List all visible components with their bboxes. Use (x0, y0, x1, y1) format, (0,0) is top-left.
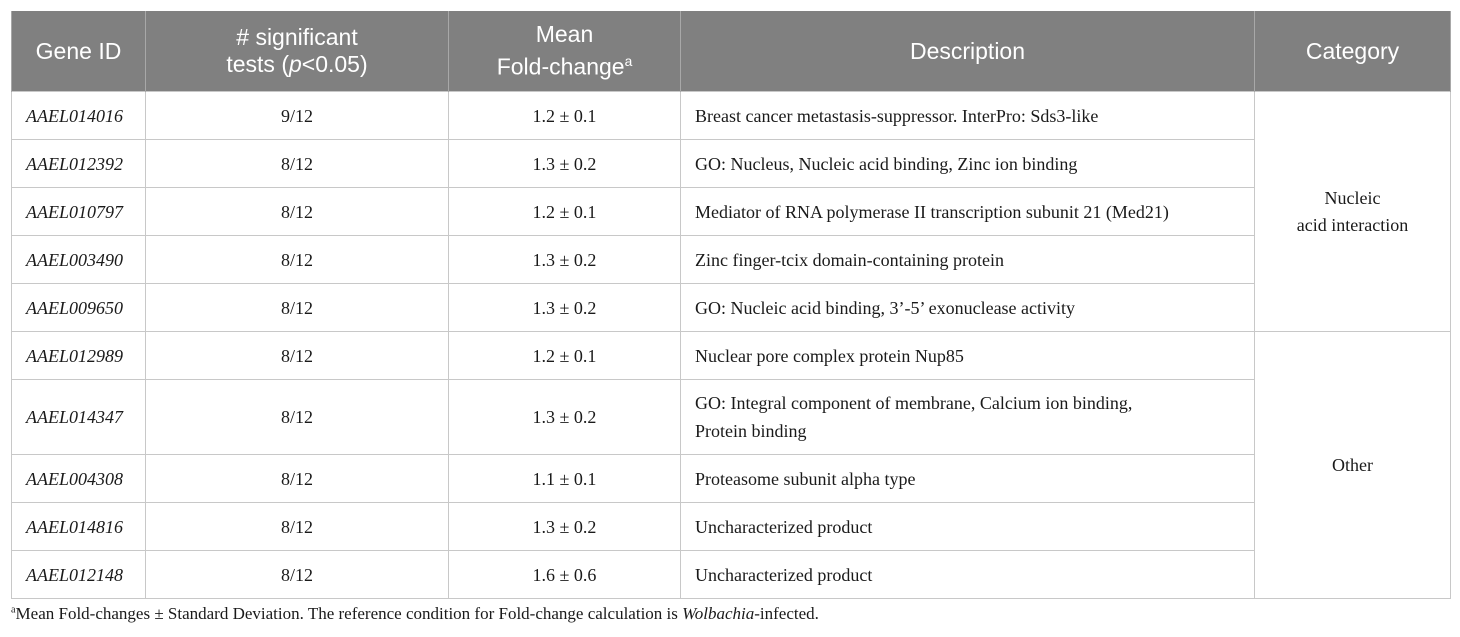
description-cell: Breast cancer metastasis-suppressor. InterPro: Sds3-like (681, 92, 1255, 140)
header-sig-p: p (288, 51, 302, 77)
gene-id-cell: AAEL003490 (12, 236, 146, 284)
header-category: Category (1255, 11, 1451, 92)
category-nucleic-line1: Nucleic (1324, 187, 1381, 208)
header-row (12, 11, 1451, 92)
description-cell: Mediator of RNA polymerase II transcription subunit 21 (Med21) (681, 188, 1255, 236)
table-footnote (11, 604, 819, 624)
gene-id-cell: AAEL012989 (12, 332, 146, 380)
category-cell-other: Other (1255, 332, 1451, 599)
header-sig-line1: # significant (236, 24, 358, 50)
gene-id-cell: AAEL012392 (12, 140, 146, 188)
table-row (12, 140, 1451, 188)
tests-cell: 9/12 (146, 92, 449, 140)
footnote-text: Mean Fold-changes ± Standard Deviation. The reference condition for Fold-change calculation is (15, 604, 683, 623)
header-mean-sup: a (624, 54, 633, 70)
header-mean-line2: Fold-change (496, 53, 625, 80)
description-line2: Protein binding (695, 421, 807, 441)
description-cell: Uncharacterized product (681, 551, 1255, 599)
fold-change-cell: 1.3 ± 0.2 (449, 284, 681, 332)
description-cell: GO: Nucleus, Nucleic acid binding, Zinc ion binding (681, 140, 1255, 188)
fold-change-cell: 1.6 ± 0.6 (449, 551, 681, 599)
footnote-italic: Wolbachia (682, 604, 755, 623)
table-row (12, 551, 1451, 599)
gene-id-cell: AAEL010797 (12, 188, 146, 236)
description-cell: Uncharacterized product (681, 503, 1255, 551)
category-cell-nucleic (1255, 92, 1451, 332)
table-row (12, 284, 1451, 332)
tests-cell: 8/12 (146, 332, 449, 380)
gene-id-cell: AAEL004308 (12, 455, 146, 503)
fold-change-cell: 1.2 ± 0.1 (449, 92, 681, 140)
table-row (12, 236, 1451, 284)
gene-id-cell: AAEL014016 (12, 92, 146, 140)
tests-cell: 8/12 (146, 236, 449, 284)
table-row (12, 455, 1451, 503)
tests-cell: 8/12 (146, 503, 449, 551)
footnote-marker: a (11, 604, 16, 616)
description-cell (681, 380, 1255, 455)
header-mean-line1: Mean (535, 21, 594, 48)
gene-id-cell: AAEL009650 (12, 284, 146, 332)
header-description: Description (681, 11, 1255, 92)
table-row (12, 380, 1451, 455)
tests-cell: 8/12 (146, 455, 449, 503)
gene-id-cell: AAEL012148 (12, 551, 146, 599)
fold-change-cell: 1.2 ± 0.1 (449, 332, 681, 380)
table-row (12, 503, 1451, 551)
tests-cell: 8/12 (146, 188, 449, 236)
fold-change-cell: 1.3 ± 0.2 (449, 503, 681, 551)
tests-cell: 8/12 (146, 140, 449, 188)
gene-id-cell: AAEL014816 (12, 503, 146, 551)
description-cell: Nuclear pore complex protein Nup85 (681, 332, 1255, 380)
footnote-suffix: -infected. (754, 604, 819, 623)
header-sig-pre: tests ( (226, 51, 289, 77)
table-row (12, 92, 1451, 140)
fold-change-cell: 1.3 ± 0.2 (449, 140, 681, 188)
category-nucleic-line2: acid interaction (1296, 214, 1409, 235)
description-cell: Zinc finger-tcix domain-containing protein (681, 236, 1255, 284)
gene-table (11, 11, 1451, 599)
tests-cell: 8/12 (146, 284, 449, 332)
fold-change-cell: 1.1 ± 0.1 (449, 455, 681, 503)
table-row (12, 332, 1451, 380)
tests-cell: 8/12 (146, 380, 449, 455)
fold-change-cell: 1.3 ± 0.2 (449, 380, 681, 455)
description-cell: GO: Nucleic acid binding, 3’-5’ exonuclease activity (681, 284, 1255, 332)
fold-change-cell: 1.3 ± 0.2 (449, 236, 681, 284)
fold-change-cell: 1.2 ± 0.1 (449, 188, 681, 236)
gene-id-cell: AAEL014347 (12, 380, 146, 455)
header-gene-id: Gene ID (12, 11, 146, 92)
description-cell: Proteasome subunit alpha type (681, 455, 1255, 503)
table-row (12, 188, 1451, 236)
header-significant-tests (146, 11, 449, 92)
tests-cell: 8/12 (146, 551, 449, 599)
description-line1: GO: Integral component of membrane, Calcium ion binding, (695, 393, 1133, 413)
header-mean-fold-change (449, 11, 681, 92)
header-sig-post: <0.05) (301, 51, 368, 77)
